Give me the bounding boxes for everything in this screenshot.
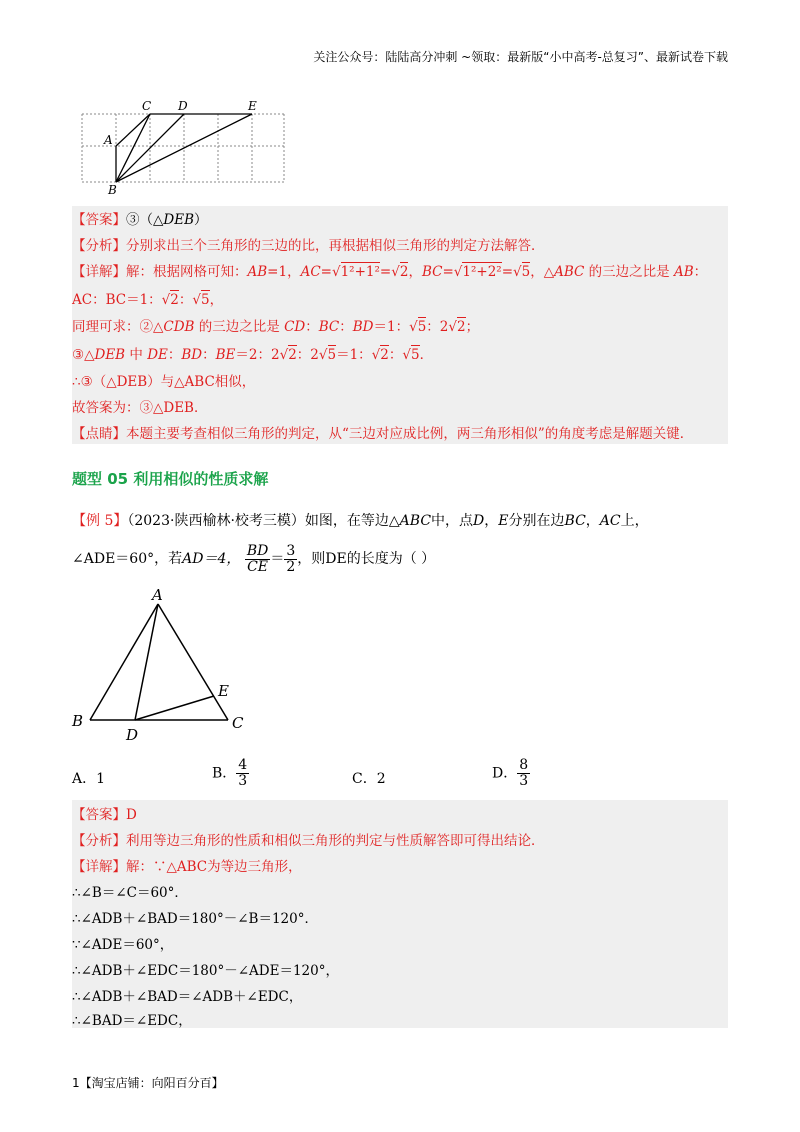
tri-label-E: E: [218, 682, 229, 700]
tri-label-B: B: [72, 712, 84, 730]
label-C: C: [142, 99, 152, 113]
page-header: 关注公众号：陆陆高分冲刺 ~领取：最新版“小中高考-总复习”、最新试卷下载: [313, 50, 728, 64]
section-title: 题型 05 利用相似的性质求解: [72, 470, 269, 488]
tri-label-C: C: [232, 714, 244, 732]
sol1-line6: ③△DEB 中 DE：BD：BE＝2：2√2：2√5＝1：√2：√5．: [72, 347, 434, 363]
sol2-answer: 【答案】D: [72, 807, 137, 823]
sol2-step: ∴∠ADB＋∠BAD＝180°－∠B＝120°．: [72, 911, 318, 927]
sol1-line7: ∴③（△DEB）与△ABC相似，: [72, 374, 256, 390]
sol2-detail: 【详解】解：∵△ABC为等边三角形，: [72, 859, 302, 875]
grid-figure: [76, 96, 292, 196]
tri-label-D: D: [126, 726, 139, 744]
sol1-line8: 故答案为：③△DEB．: [72, 400, 208, 416]
page-footer: 1【淘宝店铺：向阳百分百】: [72, 1076, 224, 1090]
triangle-figure: [68, 584, 258, 744]
sol2-step: ∴∠ADB＋∠BAD＝∠ADB＋∠EDC，: [72, 989, 303, 1005]
sol2-step: ∴∠B＝∠C＝60°．: [72, 885, 188, 901]
sol2-step: ∵∠ADE＝60°，: [72, 937, 174, 953]
sol1-detail-cont: AC：BC＝1：√2：√5，: [72, 292, 224, 308]
label-D: D: [178, 99, 188, 113]
option-c: C．2: [352, 771, 386, 787]
sol1-point: 【点睛】本题主要考查相似三角形的判定，从“三边对应成比例，两三角形相似”的角度考虑是解题关键．: [72, 426, 694, 442]
option-a: A．1: [72, 771, 106, 787]
tri-label-A: A: [152, 586, 163, 604]
sol2-step: ∴∠BAD＝∠EDC，: [72, 1013, 192, 1029]
sol2-analysis: 【分析】利用等边三角形的性质和相似三角形的判定与性质解答即可得出结论．: [72, 833, 545, 849]
sol1-answer: 【答案】③（△DEB）: [72, 212, 208, 228]
example-line1: 【例 5】（2023·陕西榆林·校考三模）如图，在等边△ABC中，点D，E分别在边BC，AC上，: [72, 513, 649, 529]
label-A: A: [104, 133, 113, 147]
option-b: B． $\frac{4}{3}$: [212, 757, 248, 789]
label-B: B: [108, 183, 117, 196]
label-E: E: [248, 99, 257, 113]
sol1-detail: 【详解】解：根据网格可知：AB=1，AC=√1²+1²=√2，BC=√1²+2²=√5，△ABC 的三边之比是 AB：: [72, 264, 708, 280]
option-d: D． $\frac{8}{3}$: [492, 757, 529, 789]
sol1-line5: 同理可求：②△CDB 的三边之比是 CD：BC：BD＝1：√5：2√2；: [72, 319, 480, 335]
sol2-step: ∴∠ADB＋∠EDC＝180°－∠ADE＝120°，: [72, 963, 339, 979]
sol1-analysis: 【分析】分别求出三个三角形的三边的比，再根据相似三角形的判定方法解答．: [72, 238, 545, 254]
example-line2: ∠ADE＝60°，若AD＝4， $\frac{BD}{CE}$ ＝ $\frac{3}{2}$ ，则DE的长度为（ ）: [72, 542, 436, 575]
